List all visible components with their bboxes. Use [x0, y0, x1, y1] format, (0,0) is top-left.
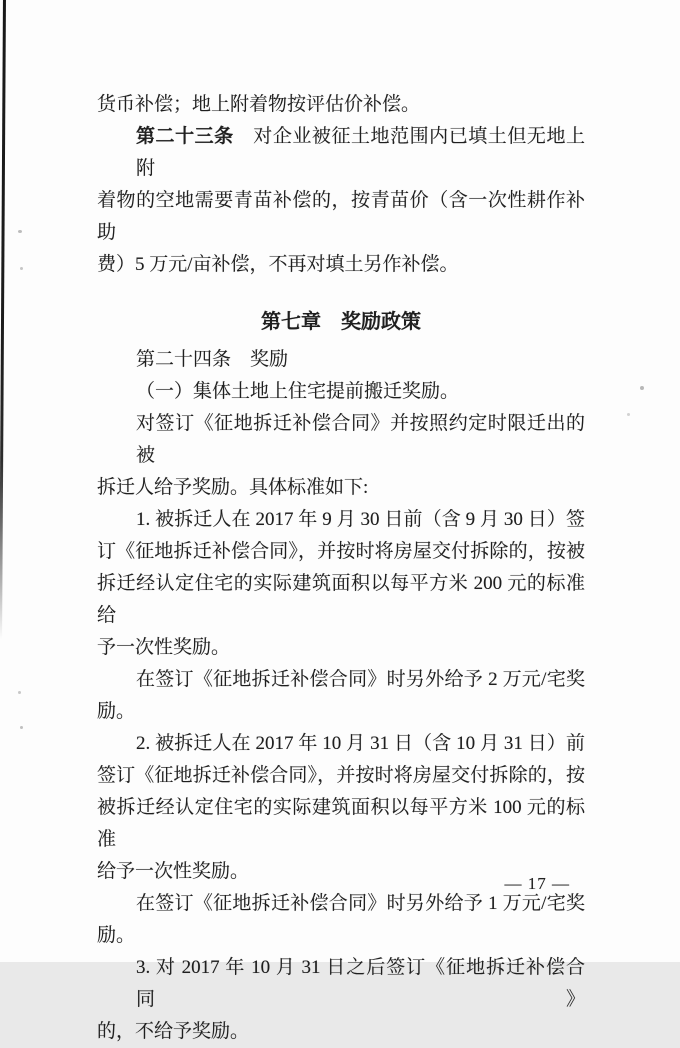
text-line — [97, 249, 585, 281]
scan-speck — [20, 267, 23, 270]
text-line — [97, 728, 585, 760]
text-segment: 1. 被拆迁人在 2017 年 9 月 30 日前（含 9 月 30 日）签 — [136, 509, 585, 530]
text-line — [97, 952, 585, 1016]
text-line — [97, 376, 585, 408]
text-segment: 在签订《征地拆迁补偿合同》时另外给予 2 万元/宅奖 — [136, 669, 585, 690]
text-line — [97, 632, 585, 664]
text-line — [97, 696, 585, 728]
scan-speck — [627, 413, 630, 416]
text-segment: （一）集体土地上住宅提前搬迁奖励。 — [136, 381, 460, 402]
text-segment: 的，不给予奖励。 — [97, 1021, 250, 1042]
text-segment: 在签订《征地拆迁补偿合同》时另外给予 1 万元/宅奖 — [136, 893, 585, 914]
text-segment: 拆迁人给予奖励。具体标准如下: — [97, 477, 369, 498]
text-line — [97, 760, 585, 792]
text-segment: 拆迁经认定住宅的实际建筑面积以每平方米 200 元的标准给 — [97, 573, 585, 626]
text-segment: 对签订《征地拆迁补偿合同》并按照约定时限迁出的被 — [136, 413, 585, 466]
text-line — [97, 344, 585, 376]
text-line — [97, 185, 585, 249]
scan-speck — [18, 691, 21, 694]
page-number: — 17 — — [504, 874, 570, 893]
text-segment: 费）5 万元/亩补偿，不再对填土另作补偿。 — [97, 254, 459, 275]
text-segment: 着物的空地需要青苗补偿的，按青苗价（含一次性耕作补助 — [97, 190, 585, 243]
text-segment: 货币补偿；地上附着物按评估价补偿。 — [97, 94, 421, 115]
text-line — [97, 792, 585, 856]
text-line — [97, 121, 585, 185]
article-number-bold: 第二十三条 — [136, 126, 234, 147]
text-line — [97, 568, 585, 632]
text-segment: 3. 对 2017 年 10 月 31 日之后签订《征地拆迁补偿合同》 — [136, 957, 585, 1010]
scan-edge-artifact — [0, 0, 6, 639]
text-segment: 签订《征地拆迁补偿合同》，并按时将房屋交付拆除的，按 — [97, 765, 585, 786]
scan-speck — [20, 726, 23, 729]
text-segment: 对企业被征土地范围内已填土但无地上附 — [136, 126, 585, 179]
text-segment: 励。 — [97, 701, 136, 722]
chapter-heading — [97, 306, 585, 338]
text-line — [97, 89, 585, 121]
text-line — [97, 536, 585, 568]
text-segment: 订《征地拆迁补偿合同》，并按时将房屋交付拆除的，按被 — [97, 541, 585, 562]
text-line — [97, 664, 585, 696]
text-segment: 第七章 奖励政策 — [261, 311, 421, 333]
text-segment: 予一次性奖励。 — [97, 637, 231, 658]
text-segment: 2. 被拆迁人在 2017 年 10 月 31 日（含 10 月 31 日）前 — [136, 733, 585, 754]
text-line — [97, 472, 585, 504]
text-line — [97, 920, 585, 952]
text-line — [97, 1016, 585, 1048]
scan-speck — [640, 386, 644, 390]
text-segment: 被拆迁经认定住宅的实际建筑面积以每平方米 100 元的标准 — [97, 797, 585, 850]
text-segment: 给予一次性奖励。 — [97, 861, 250, 882]
text-line — [97, 504, 585, 536]
text-segment: 第二十四条 奖励 — [136, 349, 289, 370]
text-segment: 励。 — [97, 925, 136, 946]
text-line — [97, 408, 585, 472]
scan-speck — [18, 230, 22, 233]
